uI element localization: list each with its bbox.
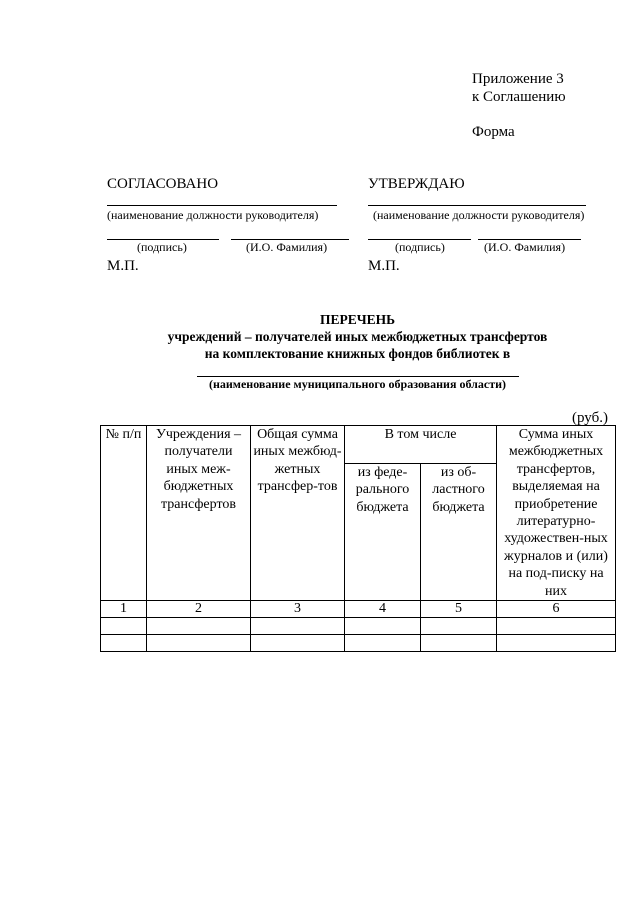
table-cell — [421, 618, 497, 635]
title-heading: ПЕРЕЧЕНЬ — [319, 312, 396, 327]
column-number: 6 — [497, 601, 616, 618]
column-number: 5 — [421, 601, 497, 618]
header-col-federal: из феде-рального бюджета — [345, 464, 421, 601]
header-col-regional: из об-ластного бюджета — [421, 464, 497, 601]
table-cell — [251, 618, 345, 635]
form-label: Форма — [472, 124, 515, 140]
approval-right-heading: УТВЕРЖДАЮ — [368, 176, 465, 192]
column-number: 2 — [147, 601, 251, 618]
header-col-total: Общая сумма иных межбюд-жетных трансфер-тов — [251, 426, 345, 601]
approval-right-stamp: М.П. — [368, 258, 400, 274]
title-line-1: учреждений – получателей иных межбюджетных трансфертов — [167, 329, 548, 344]
unit-label: (руб.) — [572, 410, 608, 426]
approval-right-position-line — [368, 205, 586, 206]
approval-right-signature-caption: (подпись) — [395, 240, 445, 254]
approval-left-signature-caption: (подпись) — [137, 240, 187, 254]
approval-left-name-caption: (И.О. Фамилия) — [246, 240, 328, 254]
table-cell — [421, 635, 497, 652]
table-row — [101, 618, 616, 635]
title-line-2: на комплектование книжных фондов библиотек в — [204, 346, 511, 361]
table-cell — [497, 635, 616, 652]
approval-left-position-caption: (наименование должности руководителя) — [107, 208, 319, 222]
approval-left-stamp: М.П. — [107, 258, 139, 274]
approval-left-heading: СОГЛАСОВАНО — [107, 176, 219, 192]
table-cell — [345, 618, 421, 635]
table-cell — [101, 635, 147, 652]
approval-right-name-caption: (И.О. Фамилия) — [484, 240, 566, 254]
appendix-line-1: Приложение 3 — [472, 71, 564, 87]
table-cell — [147, 635, 251, 652]
municipality-caption: (наименование муниципального образования области) — [208, 377, 507, 391]
table-row — [101, 635, 616, 652]
table-cell — [497, 618, 616, 635]
header-col-recipients: Учреждения – получатели иных меж-бюджетных трансфертов — [147, 426, 251, 601]
column-number: 3 — [251, 601, 345, 618]
document-title — [100, 311, 615, 362]
column-number: 4 — [345, 601, 421, 618]
column-number: 1 — [101, 601, 147, 618]
appendix-line-2: к Соглашению — [472, 89, 566, 105]
header-row-1 — [101, 426, 616, 464]
approval-left-position-line — [107, 205, 337, 206]
header-group-including: В том числе — [345, 426, 497, 464]
table-cell — [101, 618, 147, 635]
column-number-row — [101, 601, 616, 618]
recipients-table — [100, 425, 616, 652]
approval-right-position-caption: (наименование должности руководителя) — [373, 208, 585, 222]
table-cell — [147, 618, 251, 635]
table-cell — [251, 635, 345, 652]
header-col-journals: Сумма иных межбюджетных трансфертов, выделяемая на приобретение литературно-художествен-ных журналов и (или) на под-писку на них — [497, 426, 616, 601]
table-cell — [345, 635, 421, 652]
header-col-number: № п/п — [101, 426, 147, 601]
